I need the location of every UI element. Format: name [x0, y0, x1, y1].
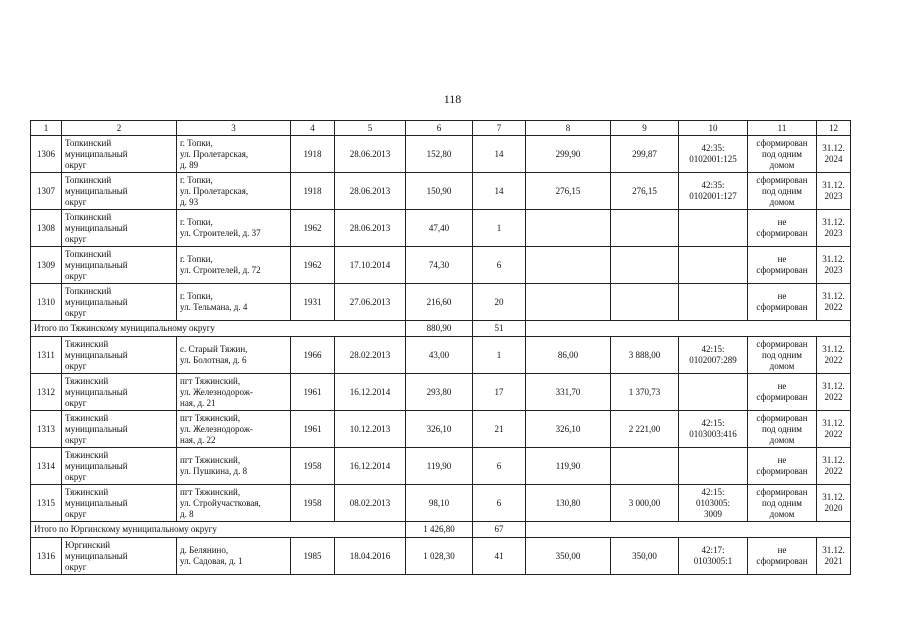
land-status-cell: не сформирован: [748, 374, 817, 411]
column-9-cell: 2 221,00: [611, 411, 679, 448]
column-8-cell: [526, 210, 611, 247]
date-cell: 27.06.2013: [335, 284, 406, 321]
row-number: 1308: [31, 210, 62, 247]
table-body: [31, 121, 851, 575]
column-number-row: [31, 121, 851, 136]
subtotal-row: [31, 522, 851, 538]
column-9-cell: 299,87: [611, 136, 679, 173]
address-cell: пгт Тяжинский, ул. Пушкина, д. 8: [177, 448, 291, 485]
table-row: [31, 374, 851, 411]
district-cell: Топкинский муниципальный округ: [62, 284, 177, 321]
land-status-cell: сформирован под одним домом: [748, 136, 817, 173]
date-cell: 28.06.2013: [335, 210, 406, 247]
year-cell: 1961: [291, 374, 335, 411]
area-cell: 150,90: [406, 173, 473, 210]
table-row: [31, 210, 851, 247]
row-number: 1307: [31, 173, 62, 210]
column-8-cell: [526, 284, 611, 321]
district-cell: Топкинский муниципальный округ: [62, 136, 177, 173]
cadastral-number-cell: [679, 210, 748, 247]
cadastral-number-cell: 42:15: 0102007:289: [679, 337, 748, 374]
column-number: 2: [62, 121, 177, 136]
column-9-cell: 3 000,00: [611, 485, 679, 522]
land-status-cell: сформирован под одним домом: [748, 337, 817, 374]
year-cell: 1966: [291, 337, 335, 374]
area-cell: 119,90: [406, 448, 473, 485]
row-number: 1306: [31, 136, 62, 173]
column-9-cell: 276,15: [611, 173, 679, 210]
column-number: 1: [31, 121, 62, 136]
row-number: 1315: [31, 485, 62, 522]
date-cell: 28.02.2013: [335, 337, 406, 374]
column-9-cell: 350,00: [611, 538, 679, 575]
date-cell: 18.04.2016: [335, 538, 406, 575]
deadline-cell: 31.12. 2022: [817, 337, 851, 374]
address-cell: пгт Тяжинский, ул. Железнодорож- ная, д. 22: [177, 411, 291, 448]
column-8-cell: 331,70: [526, 374, 611, 411]
column-9-cell: 1 370,73: [611, 374, 679, 411]
year-cell: 1962: [291, 247, 335, 284]
table-row: [31, 448, 851, 485]
column-8-cell: 326,10: [526, 411, 611, 448]
address-cell: д. Белянино, ул. Садовая, д. 1: [177, 538, 291, 575]
area-cell: 293,80: [406, 374, 473, 411]
district-cell: Тяжинский муниципальный округ: [62, 337, 177, 374]
area-cell: 152,80: [406, 136, 473, 173]
address-cell: с. Старый Тяжин, ул. Болотная, д. 6: [177, 337, 291, 374]
count-cell: 1: [473, 337, 526, 374]
column-9-cell: [611, 247, 679, 284]
column-8-cell: 350,00: [526, 538, 611, 575]
deadline-cell: 31.12. 2022: [817, 448, 851, 485]
address-cell: пгт Тяжинский, ул. Стройучастковая, д. 8: [177, 485, 291, 522]
column-number: 8: [526, 121, 611, 136]
year-cell: 1918: [291, 173, 335, 210]
column-9-cell: [611, 284, 679, 321]
cadastral-number-cell: 42:35: 0102001:125: [679, 136, 748, 173]
column-8-cell: 299,90: [526, 136, 611, 173]
housing-registry-table: [30, 120, 851, 575]
district-cell: Топкинский муниципальный округ: [62, 210, 177, 247]
address-cell: г. Топки, ул. Тельмана, д. 4: [177, 284, 291, 321]
column-number: 7: [473, 121, 526, 136]
column-number: 10: [679, 121, 748, 136]
column-number: 12: [817, 121, 851, 136]
date-cell: 16.12.2014: [335, 448, 406, 485]
date-cell: 10.12.2013: [335, 411, 406, 448]
area-cell: 326,10: [406, 411, 473, 448]
deadline-cell: 31.12. 2020: [817, 485, 851, 522]
district-cell: Тяжинский муниципальный округ: [62, 411, 177, 448]
column-number: 6: [406, 121, 473, 136]
address-cell: г. Топки, ул. Строителей, д. 72: [177, 247, 291, 284]
subtotal-row: [31, 321, 851, 337]
area-cell: 74,30: [406, 247, 473, 284]
area-cell: 216,60: [406, 284, 473, 321]
deadline-cell: 31.12. 2022: [817, 374, 851, 411]
subtotal-area: 880,90: [406, 321, 473, 337]
cadastral-number-cell: 42:17: 0103005:1: [679, 538, 748, 575]
cadastral-number-cell: [679, 448, 748, 485]
table-row: [31, 485, 851, 522]
address-cell: г. Топки, ул. Пролетарская, д. 89: [177, 136, 291, 173]
cadastral-number-cell: [679, 374, 748, 411]
row-number: 1316: [31, 538, 62, 575]
year-cell: 1961: [291, 411, 335, 448]
date-cell: 28.06.2013: [335, 173, 406, 210]
area-cell: 98,10: [406, 485, 473, 522]
land-status-cell: не сформирован: [748, 538, 817, 575]
cadastral-number-cell: 42:15: 0103003:416: [679, 411, 748, 448]
cadastral-number-cell: [679, 284, 748, 321]
count-cell: 41: [473, 538, 526, 575]
column-8-cell: 130,80: [526, 485, 611, 522]
column-8-cell: 276,15: [526, 173, 611, 210]
date-cell: 17.10.2014: [335, 247, 406, 284]
area-cell: 47,40: [406, 210, 473, 247]
deadline-cell: 31.12. 2023: [817, 247, 851, 284]
table-row: [31, 136, 851, 173]
count-cell: 20: [473, 284, 526, 321]
deadline-cell: 31.12. 2022: [817, 411, 851, 448]
deadline-cell: 31.12. 2023: [817, 173, 851, 210]
year-cell: 1958: [291, 448, 335, 485]
date-cell: 28.06.2013: [335, 136, 406, 173]
deadline-cell: 31.12. 2022: [817, 284, 851, 321]
deadline-cell: 31.12. 2023: [817, 210, 851, 247]
column-9-cell: 3 888,00: [611, 337, 679, 374]
subtotal-area: 1 426,80: [406, 522, 473, 538]
deadline-cell: 31.12. 2021: [817, 538, 851, 575]
row-number: 1312: [31, 374, 62, 411]
column-9-cell: [611, 448, 679, 485]
district-cell: Топкинский муниципальный округ: [62, 173, 177, 210]
address-cell: г. Топки, ул. Строителей, д. 37: [177, 210, 291, 247]
count-cell: 6: [473, 448, 526, 485]
table-row: [31, 538, 851, 575]
row-number: 1310: [31, 284, 62, 321]
year-cell: 1958: [291, 485, 335, 522]
area-cell: 1 028,30: [406, 538, 473, 575]
empty-cell: [526, 321, 851, 337]
column-8-cell: [526, 247, 611, 284]
table-row: [31, 284, 851, 321]
count-cell: 21: [473, 411, 526, 448]
table-row: [31, 173, 851, 210]
row-number: 1313: [31, 411, 62, 448]
year-cell: 1962: [291, 210, 335, 247]
column-number: 3: [177, 121, 291, 136]
date-cell: 08.02.2013: [335, 485, 406, 522]
district-cell: Топкинский муниципальный округ: [62, 247, 177, 284]
column-number: 11: [748, 121, 817, 136]
cadastral-number-cell: 42:35: 0102001:127: [679, 173, 748, 210]
table-row: [31, 247, 851, 284]
deadline-cell: 31.12. 2024: [817, 136, 851, 173]
table-row: [31, 337, 851, 374]
count-cell: 14: [473, 136, 526, 173]
year-cell: 1931: [291, 284, 335, 321]
row-number: 1311: [31, 337, 62, 374]
column-number: 5: [335, 121, 406, 136]
count-cell: 6: [473, 485, 526, 522]
subtotal-count: 51: [473, 321, 526, 337]
subtotal-count: 67: [473, 522, 526, 538]
cadastral-number-cell: [679, 247, 748, 284]
land-status-cell: сформирован под одним домом: [748, 411, 817, 448]
land-status-cell: сформирован под одним домом: [748, 173, 817, 210]
date-cell: 16.12.2014: [335, 374, 406, 411]
count-cell: 1: [473, 210, 526, 247]
table-row: [31, 411, 851, 448]
address-cell: пгт Тяжинский, ул. Железнодорож- ная, д. 21: [177, 374, 291, 411]
page-number: 118: [443, 92, 462, 106]
address-cell: г. Топки, ул. Пролетарская, д. 93: [177, 173, 291, 210]
subtotal-label: Итого по Юргинскому муниципальному округу: [31, 522, 406, 538]
row-number: 1309: [31, 247, 62, 284]
district-cell: Тяжинский муниципальный округ: [62, 374, 177, 411]
count-cell: 6: [473, 247, 526, 284]
column-number: 9: [611, 121, 679, 136]
land-status-cell: сформирован под одним домом: [748, 485, 817, 522]
subtotal-label: Итого по Тяжинскому муниципальному округу: [31, 321, 406, 337]
district-cell: Тяжинский муниципальный округ: [62, 448, 177, 485]
column-8-cell: 86,00: [526, 337, 611, 374]
district-cell: Тяжинский муниципальный округ: [62, 485, 177, 522]
land-status-cell: не сформирован: [748, 247, 817, 284]
count-cell: 17: [473, 374, 526, 411]
column-8-cell: 119,90: [526, 448, 611, 485]
land-status-cell: не сформирован: [748, 284, 817, 321]
land-status-cell: не сформирован: [748, 448, 817, 485]
empty-cell: [526, 522, 851, 538]
land-status-cell: не сформирован: [748, 210, 817, 247]
cadastral-number-cell: 42:15: 0103005: 3009: [679, 485, 748, 522]
year-cell: 1985: [291, 538, 335, 575]
column-number: 4: [291, 121, 335, 136]
district-cell: Юргинский муниципальный округ: [62, 538, 177, 575]
column-9-cell: [611, 210, 679, 247]
year-cell: 1918: [291, 136, 335, 173]
row-number: 1314: [31, 448, 62, 485]
count-cell: 14: [473, 173, 526, 210]
area-cell: 43,00: [406, 337, 473, 374]
